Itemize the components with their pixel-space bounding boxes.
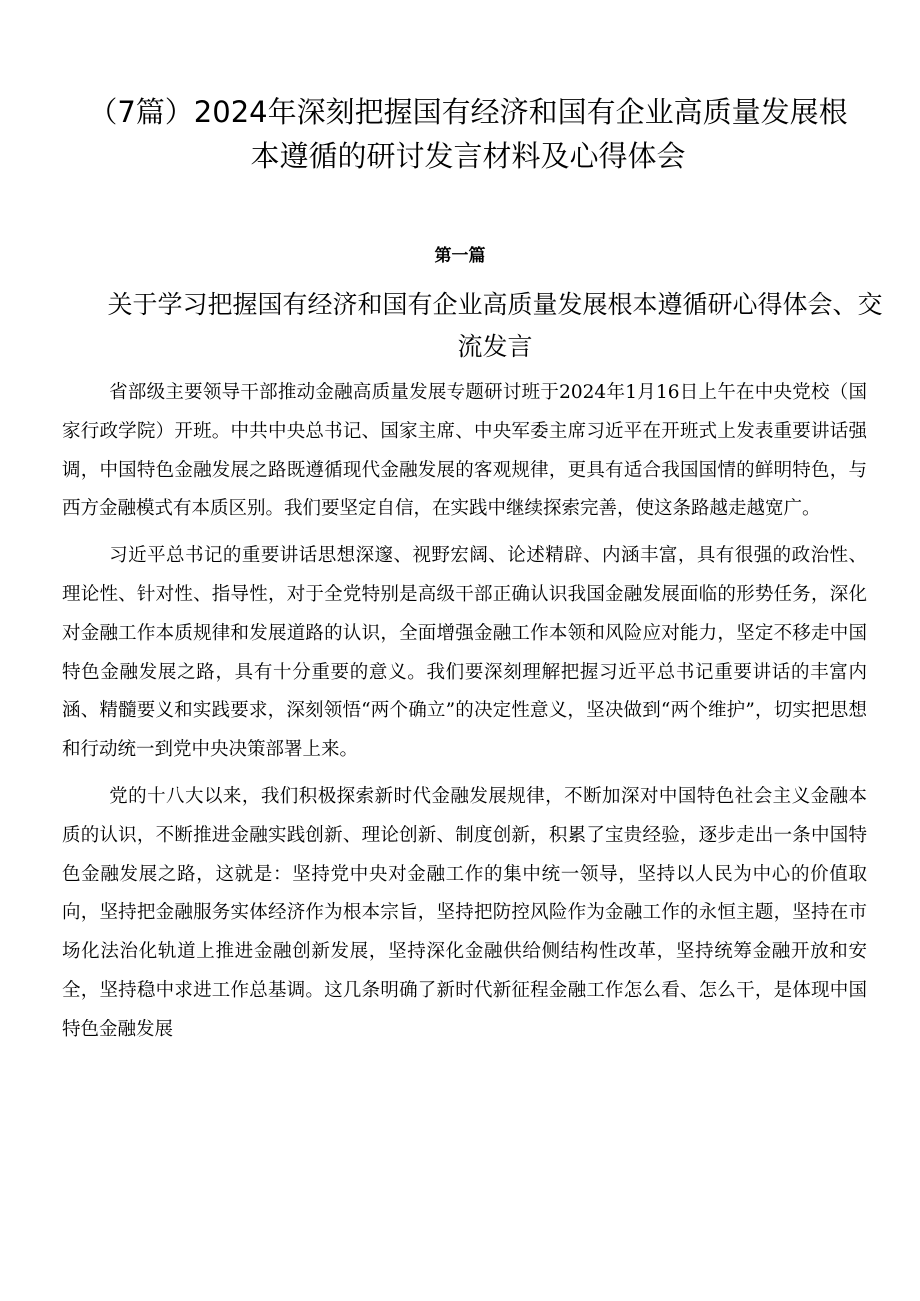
section-label: 第一篇 [434,246,486,266]
document-body [62,374,867,1058]
body-paragraph: 省部级主要领导干部推动金融高质量发展专题研讨班于2024年1月16日上午在中央党校（国家行政学院）开班。中共中央总书记、国家主席、中央军委主席习近平在开班式上发表重要讲话强调，中国特色金融发展之路既遵循现代金融发展的客观规律，更具有适合我国国情的鲜明特色，与西方金融模式有本质区别。我们要坚定自信，在实践中继续探索完善，使这条路越走越宽广。 [62,382,867,520]
body-paragraph: 党的十八大以来，我们积极探索新时代金融发展规律，不断加深对中国特色社会主义金融本质的认识，不断推进金融实践创新、理论创新、制度创新，积累了宝贵经验，逐步走出一条中国特色金融发展之路，这就是：坚持党中央对金融工作的集中统一领导，坚持以人民为中心的价值取向，坚持把金融服务实体经济作为根本宗旨，坚持把防控风险作为金融工作的永恒主题，坚持在市场化法治化轨道上推进金融创新发展，坚持深化金融供给侧结构性改革，坚持统筹金融开放和安全，坚持稳中求进工作总基调。这几条明确了新时代新征程金融工作怎么看、怎么干，是体现中国特色金融发展 [62,785,867,1040]
section-title: 关于学习把握国有经济和国有企业高质量发展根本遵循研心得体会、交流发言 [107,290,883,361]
body-paragraph: 习近平总书记的重要讲话思想深邃、视野宏阔、论述精辟、内涵丰富，具有很强的政治性、理论性、针对性、指导性，对于全党特别是高级干部正确认识我国金融发展面临的形势任务，深化对金融工作本质规律和发展道路的认识，全面增强金融工作本领和风险应对能力，坚定不移走中国特色金融发展之路，具有十分重要的意义。我们要深刻理解把握习近平总书记重要讲话的丰富内涵、精髓要义和实践要求，深刻领悟“两个确立”的决定性意义，坚决做到“两个维护”，切实把思想和行动统一到党中央决策部署上来。 [62,545,867,761]
document-title: （7篇）2024年深刻把握国有经济和国有企业高质量发展根本遵循的研讨发言材料及心得体会 [88,95,848,173]
